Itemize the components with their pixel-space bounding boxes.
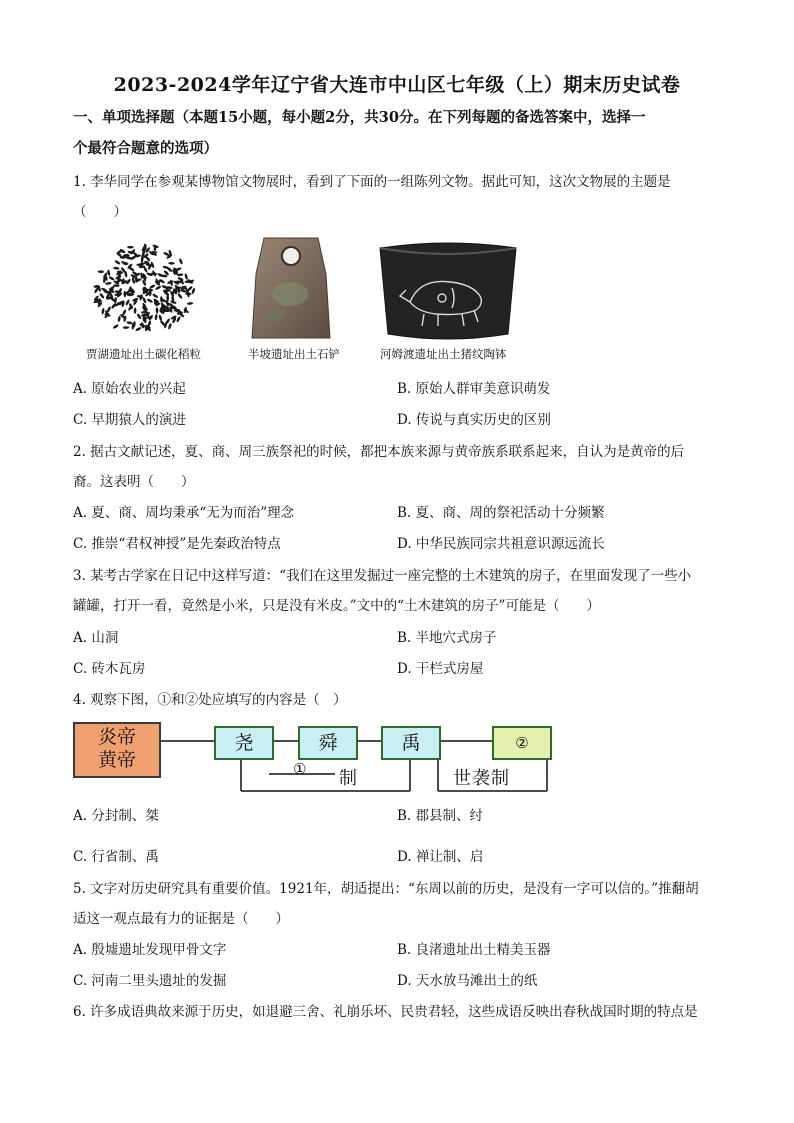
caption-pottery: 河姆渡遗址出土猪纹陶钵 [380, 347, 507, 361]
caption-shovel: 半坡遗址出土石铲 [248, 347, 340, 361]
q1-option-c[interactable]: C. 早期猿人的演进 [73, 412, 186, 428]
yandi-label: 炎帝 [97, 726, 136, 748]
yan-huang-box [73, 722, 161, 778]
section-heading-line1: 一、单项选择题（本题15小题，每小题2分，共30分。在下列每题的备选答案中，选择一 [73, 109, 646, 126]
q3-option-d[interactable]: D. 干栏式房屋 [397, 661, 484, 677]
hereditary-system-label: 世袭制 [453, 768, 510, 789]
q2-option-d[interactable]: D. 中华民族同宗共祖意识源远流长 [397, 536, 605, 552]
question-3-stem [73, 561, 733, 621]
page-title: 2023-2024学年辽宁省大连市中山区七年级（上）期末历史试卷 [113, 74, 681, 96]
q5-option-d[interactable]: D. 天水放马滩出土的纸 [397, 973, 538, 989]
question-2-line1: 2. 据古文献记述，夏、商、周三族祭祀的时候，都把本族来源与黄帝族系联系起来，自认为是黄帝的后 [73, 444, 685, 460]
blank-1-suffix: 制 [339, 768, 357, 789]
question-6-line1: 6. 许多成语典故来源于历史，如退避三舍、礼崩乐坏、民贵君轻，这些成语反映出春秋战国时期的特点是 [73, 1004, 698, 1020]
q1-option-b[interactable]: B. 原始人群审美意识萌发 [397, 381, 551, 397]
q4-option-c[interactable]: C. 行省制、禹 [73, 849, 159, 865]
question-2-stem [73, 437, 733, 497]
question-4-stem [73, 685, 733, 715]
question-5-stem [73, 874, 733, 934]
question-1-line2: （ ） [73, 204, 127, 220]
king-yu-box: 禹 [381, 726, 441, 760]
q2-option-a[interactable]: A. 夏、商、周均秉承“无为而治”理念 [73, 505, 295, 521]
question-5-line1: 5. 文字对历史研究具有重要价值。1921年，胡适提出：“东周以前的历史，是没有一字可以信的。”推翻胡 [73, 881, 699, 897]
question-6-stem [73, 997, 733, 1027]
q1-option-a[interactable]: A. 原始农业的兴起 [73, 381, 186, 397]
king-yao-box: 尧 [214, 726, 274, 760]
q2-option-b[interactable]: B. 夏、商、周的祭祀活动十分频繁 [397, 505, 605, 521]
q3-option-a[interactable]: A. 山洞 [73, 630, 119, 646]
q4-option-a[interactable]: A. 分封制、桀 [73, 808, 159, 824]
q5-option-a[interactable]: A. 殷墟遗址发现甲骨文字 [73, 942, 227, 958]
huangdi-label: 黄帝 [97, 749, 136, 771]
question-3-line2: 罐罐，打开一看，竟然是小米，只是没有米皮。”文中的“土木建筑的房子”可能是（ ） [73, 598, 600, 614]
section-heading [73, 102, 733, 164]
stone-shovel-image [250, 234, 332, 344]
question-4-line1: 4. 观察下图，①和②处应填写的内容是（ ） [73, 692, 347, 708]
rice-grains-image [85, 238, 203, 342]
pig-pottery-image [376, 238, 520, 344]
q5-option-b[interactable]: B. 良渚遗址出土精美玉器 [397, 942, 551, 958]
question-3-line1: 3. 某考古学家在日记中这样写道：“我们在这里发掘过一座完整的土木建筑的房子，在里面发现了一些小 [73, 568, 692, 584]
question-1-stem [73, 167, 733, 227]
q3-option-c[interactable]: C. 砖木瓦房 [73, 661, 146, 677]
blank-2-box: ② [492, 726, 552, 760]
succession-diagram [73, 722, 553, 796]
q3-option-b[interactable]: B. 半地穴式房子 [397, 630, 497, 646]
king-shun-box: 舜 [298, 726, 358, 760]
q5-option-c[interactable]: C. 河南二里头遗址的发掘 [73, 973, 227, 989]
question-1-line1: 1. 李华同学在参观某博物馆文物展时，看到了下面的一组陈列文物。据此可知，这次文物展的主题是 [73, 174, 671, 190]
question-2-line2: 裔。这表明（ ） [73, 474, 195, 490]
caption-rice: 贾湖遗址出土碳化稻粒 [86, 347, 201, 361]
q4-option-d[interactable]: D. 禅让制、启 [397, 849, 484, 865]
q2-option-c[interactable]: C. 推崇“君权神授”是先秦政治特点 [73, 536, 281, 552]
question-5-line2: 适这一观点最有力的证据是（ ） [73, 911, 289, 927]
q4-option-b[interactable]: B. 郡县制、纣 [397, 808, 484, 824]
blank-1-marker: ① [293, 760, 307, 778]
section-heading-line2: 个最符合题意的选项） [73, 140, 218, 157]
q1-option-d[interactable]: D. 传说与真实历史的区别 [397, 412, 551, 428]
